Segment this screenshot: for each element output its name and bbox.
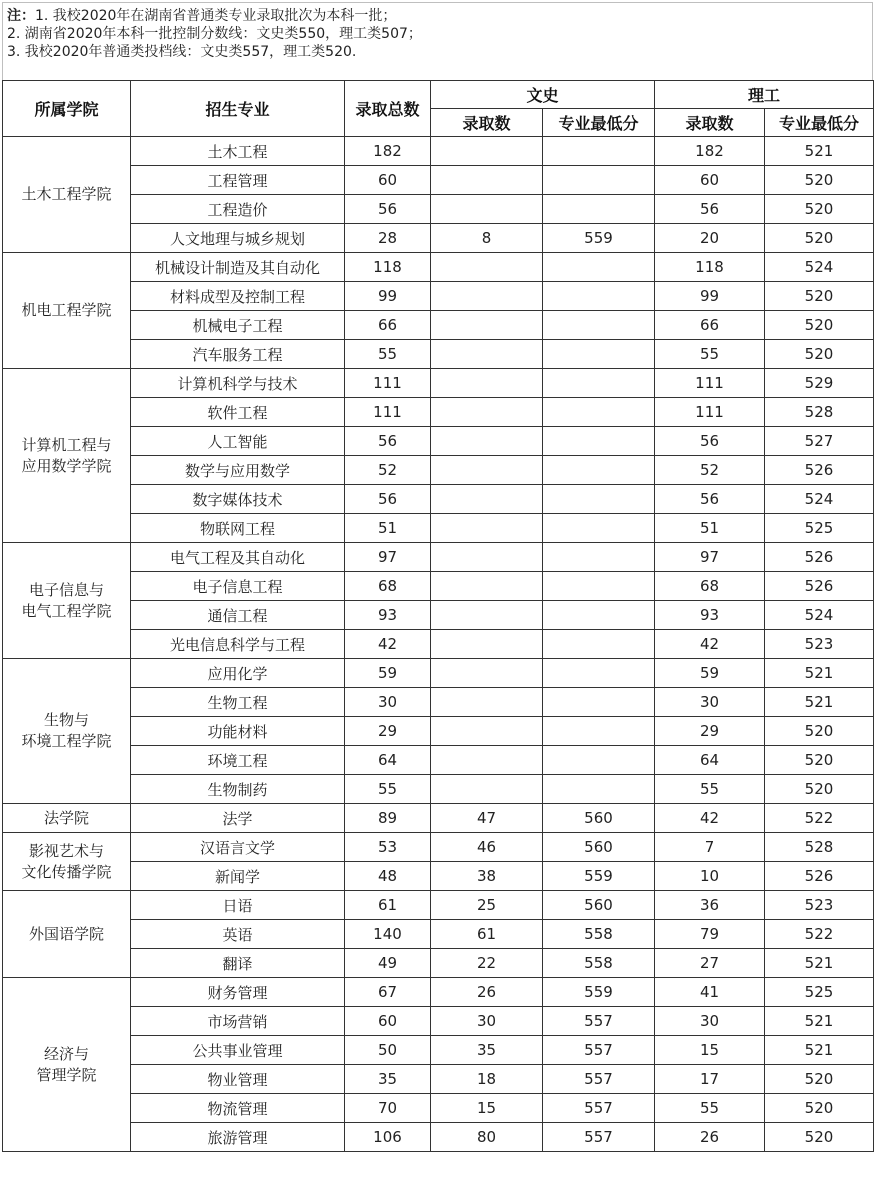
arts-count-cell: 25: [431, 891, 543, 920]
table-row: [3, 427, 874, 456]
science-count-cell: 56: [655, 427, 765, 456]
arts-min-cell: 559: [543, 978, 655, 1007]
total-cell: 55: [345, 775, 431, 804]
total-cell: 53: [345, 833, 431, 862]
total-cell: 97: [345, 543, 431, 572]
major-cell: 生物工程: [131, 688, 345, 717]
total-cell: 60: [345, 1007, 431, 1036]
science-min-cell: 521: [765, 659, 874, 688]
arts-count-cell: [431, 282, 543, 311]
arts-count-cell: [431, 514, 543, 543]
arts-count-cell: [431, 601, 543, 630]
science-count-cell: 118: [655, 253, 765, 282]
total-cell: 66: [345, 311, 431, 340]
total-cell: 89: [345, 804, 431, 833]
note-line-3: 3. 我校2020年普通类投档线：文史类557，理工类520.: [7, 44, 357, 60]
total-cell: 35: [345, 1065, 431, 1094]
total-cell: 29: [345, 717, 431, 746]
arts-min-cell: 560: [543, 891, 655, 920]
science-count-cell: 30: [655, 688, 765, 717]
college-cell: 经济与 管理学院: [3, 978, 131, 1152]
arts-min-cell: [543, 630, 655, 659]
science-min-cell: 521: [765, 949, 874, 978]
arts-count-cell: [431, 630, 543, 659]
major-cell: 应用化学: [131, 659, 345, 688]
major-cell: 机械电子工程: [131, 311, 345, 340]
college-cell: 机电工程学院: [3, 253, 131, 369]
arts-min-cell: [543, 253, 655, 282]
table-row: [3, 1065, 874, 1094]
science-count-cell: 26: [655, 1123, 765, 1152]
science-count-cell: 30: [655, 1007, 765, 1036]
science-min-cell: 520: [765, 746, 874, 775]
arts-count-cell: [431, 456, 543, 485]
science-min-cell: 524: [765, 601, 874, 630]
arts-min-cell: 558: [543, 920, 655, 949]
total-cell: 59: [345, 659, 431, 688]
table-row: [3, 166, 874, 195]
arts-min-cell: 557: [543, 1007, 655, 1036]
arts-count-cell: [431, 195, 543, 224]
arts-count-cell: 35: [431, 1036, 543, 1065]
major-cell: 功能材料: [131, 717, 345, 746]
arts-min-cell: [543, 514, 655, 543]
science-min-cell: 523: [765, 630, 874, 659]
header-science-count: 录取数: [655, 109, 765, 137]
arts-min-cell: 557: [543, 1123, 655, 1152]
science-min-cell: 521: [765, 1007, 874, 1036]
science-count-cell: 42: [655, 804, 765, 833]
science-min-cell: 528: [765, 833, 874, 862]
major-cell: 材料成型及控制工程: [131, 282, 345, 311]
arts-count-cell: 61: [431, 920, 543, 949]
major-cell: 光电信息科学与工程: [131, 630, 345, 659]
arts-count-cell: 15: [431, 1094, 543, 1123]
arts-count-cell: 26: [431, 978, 543, 1007]
table-row: [3, 862, 874, 891]
total-cell: 111: [345, 398, 431, 427]
total-cell: 70: [345, 1094, 431, 1123]
science-min-cell: 520: [765, 1123, 874, 1152]
college-cell: 外国语学院: [3, 891, 131, 978]
total-cell: 56: [345, 485, 431, 514]
science-count-cell: 68: [655, 572, 765, 601]
total-cell: 30: [345, 688, 431, 717]
science-count-cell: 20: [655, 224, 765, 253]
total-cell: 51: [345, 514, 431, 543]
arts-min-cell: [543, 601, 655, 630]
major-cell: 软件工程: [131, 398, 345, 427]
science-count-cell: 27: [655, 949, 765, 978]
total-cell: 56: [345, 195, 431, 224]
science-count-cell: 42: [655, 630, 765, 659]
total-cell: 68: [345, 572, 431, 601]
major-cell: 通信工程: [131, 601, 345, 630]
arts-count-cell: 30: [431, 1007, 543, 1036]
arts-count-cell: [431, 166, 543, 195]
major-cell: 电气工程及其自动化: [131, 543, 345, 572]
arts-count-cell: [431, 253, 543, 282]
arts-min-cell: [543, 746, 655, 775]
arts-count-cell: [431, 485, 543, 514]
major-cell: 翻译: [131, 949, 345, 978]
total-cell: 182: [345, 137, 431, 166]
arts-count-cell: 38: [431, 862, 543, 891]
arts-min-cell: [543, 775, 655, 804]
major-cell: 机械设计制造及其自动化: [131, 253, 345, 282]
science-min-cell: 528: [765, 398, 874, 427]
major-cell: 法学: [131, 804, 345, 833]
notes-box: [2, 2, 873, 80]
note-line-1: [7, 7, 872, 25]
arts-min-cell: [543, 398, 655, 427]
arts-count-cell: [431, 659, 543, 688]
major-cell: 物联网工程: [131, 514, 345, 543]
table-row: [3, 630, 874, 659]
major-cell: 电子信息工程: [131, 572, 345, 601]
table-row: [3, 688, 874, 717]
total-cell: 111: [345, 369, 431, 398]
total-cell: 52: [345, 456, 431, 485]
table-row: [3, 804, 874, 833]
science-count-cell: 93: [655, 601, 765, 630]
table-row: [3, 137, 874, 166]
table-row: [3, 253, 874, 282]
science-count-cell: 182: [655, 137, 765, 166]
arts-count-cell: [431, 746, 543, 775]
science-count-cell: 56: [655, 485, 765, 514]
table-row: [3, 282, 874, 311]
arts-count-cell: 18: [431, 1065, 543, 1094]
table-row: [3, 1036, 874, 1065]
science-count-cell: 66: [655, 311, 765, 340]
science-count-cell: 41: [655, 978, 765, 1007]
science-min-cell: 520: [765, 1094, 874, 1123]
arts-count-cell: [431, 398, 543, 427]
science-count-cell: 52: [655, 456, 765, 485]
science-min-cell: 526: [765, 572, 874, 601]
arts-count-cell: 80: [431, 1123, 543, 1152]
science-min-cell: 520: [765, 1065, 874, 1094]
arts-count-cell: [431, 369, 543, 398]
major-cell: 物业管理: [131, 1065, 345, 1094]
arts-min-cell: 560: [543, 833, 655, 862]
science-min-cell: 520: [765, 717, 874, 746]
table-row: [3, 485, 874, 514]
arts-min-cell: [543, 166, 655, 195]
table-row: [3, 920, 874, 949]
total-cell: 28: [345, 224, 431, 253]
table-row: [3, 369, 874, 398]
total-cell: 61: [345, 891, 431, 920]
science-count-cell: 51: [655, 514, 765, 543]
header-science-min: 专业最低分: [765, 109, 874, 137]
header-total: 录取总数: [345, 81, 431, 137]
science-min-cell: 520: [765, 340, 874, 369]
arts-count-cell: [431, 137, 543, 166]
science-min-cell: 524: [765, 485, 874, 514]
science-count-cell: 15: [655, 1036, 765, 1065]
major-cell: 汽车服务工程: [131, 340, 345, 369]
arts-min-cell: [543, 311, 655, 340]
total-cell: 64: [345, 746, 431, 775]
arts-count-cell: 46: [431, 833, 543, 862]
table-row: [3, 543, 874, 572]
major-cell: 新闻学: [131, 862, 345, 891]
table-row: [3, 717, 874, 746]
science-min-cell: 526: [765, 543, 874, 572]
college-cell: 计算机工程与 应用数学学院: [3, 369, 131, 543]
science-min-cell: 526: [765, 456, 874, 485]
science-min-cell: 525: [765, 978, 874, 1007]
arts-count-cell: [431, 340, 543, 369]
science-count-cell: 64: [655, 746, 765, 775]
table-row: [3, 195, 874, 224]
science-count-cell: 97: [655, 543, 765, 572]
science-count-cell: 99: [655, 282, 765, 311]
header-arts: 文史: [431, 81, 655, 109]
total-cell: 56: [345, 427, 431, 456]
major-cell: 汉语言文学: [131, 833, 345, 862]
major-cell: 环境工程: [131, 746, 345, 775]
science-count-cell: 7: [655, 833, 765, 862]
total-cell: 50: [345, 1036, 431, 1065]
total-cell: 60: [345, 166, 431, 195]
arts-min-cell: [543, 688, 655, 717]
table-row: [3, 1094, 874, 1123]
science-min-cell: 527: [765, 427, 874, 456]
science-min-cell: 523: [765, 891, 874, 920]
science-count-cell: 111: [655, 369, 765, 398]
table-row: [3, 949, 874, 978]
science-min-cell: 520: [765, 775, 874, 804]
arts-min-cell: [543, 659, 655, 688]
arts-min-cell: 559: [543, 224, 655, 253]
arts-count-cell: [431, 688, 543, 717]
science-min-cell: 521: [765, 137, 874, 166]
arts-min-cell: [543, 485, 655, 514]
science-count-cell: 55: [655, 340, 765, 369]
science-count-cell: 59: [655, 659, 765, 688]
college-cell: 土木工程学院: [3, 137, 131, 253]
major-cell: 物流管理: [131, 1094, 345, 1123]
science-count-cell: 29: [655, 717, 765, 746]
arts-count-cell: 8: [431, 224, 543, 253]
total-cell: 55: [345, 340, 431, 369]
college-cell: 影视艺术与 文化传播学院: [3, 833, 131, 891]
major-cell: 土木工程: [131, 137, 345, 166]
note-text-1: 1. 我校2020年在湖南省普通类专业录取批次为本科一批；: [35, 8, 397, 24]
major-cell: 公共事业管理: [131, 1036, 345, 1065]
major-cell: 数学与应用数学: [131, 456, 345, 485]
table-row: [3, 746, 874, 775]
table-row: [3, 514, 874, 543]
major-cell: 工程造价: [131, 195, 345, 224]
science-count-cell: 56: [655, 195, 765, 224]
college-cell: 电子信息与 电气工程学院: [3, 543, 131, 659]
table-row: [3, 659, 874, 688]
table-row: [3, 340, 874, 369]
science-count-cell: 55: [655, 775, 765, 804]
arts-count-cell: [431, 572, 543, 601]
science-min-cell: 522: [765, 920, 874, 949]
major-cell: 人文地理与城乡规划: [131, 224, 345, 253]
science-min-cell: 520: [765, 282, 874, 311]
major-cell: 日语: [131, 891, 345, 920]
total-cell: 118: [345, 253, 431, 282]
total-cell: 48: [345, 862, 431, 891]
table-body: [3, 137, 874, 1152]
science-count-cell: 111: [655, 398, 765, 427]
header-major: 招生专业: [131, 81, 345, 137]
total-cell: 140: [345, 920, 431, 949]
header-row-1: [3, 81, 874, 109]
total-cell: 93: [345, 601, 431, 630]
arts-min-cell: 559: [543, 862, 655, 891]
table-row: [3, 311, 874, 340]
major-cell: 英语: [131, 920, 345, 949]
science-min-cell: 520: [765, 224, 874, 253]
table-row: [3, 775, 874, 804]
table-row: [3, 891, 874, 920]
major-cell: 生物制药: [131, 775, 345, 804]
total-cell: 42: [345, 630, 431, 659]
total-cell: 99: [345, 282, 431, 311]
arts-min-cell: [543, 543, 655, 572]
table-row: [3, 1007, 874, 1036]
arts-min-cell: [543, 282, 655, 311]
arts-count-cell: [431, 311, 543, 340]
table-row: [3, 978, 874, 1007]
note-line-2: 2. 湖南省2020年本科一批控制分数线：文史类550，理工类507；: [7, 26, 422, 42]
arts-min-cell: [543, 195, 655, 224]
admission-table: [2, 80, 874, 1152]
science-min-cell: 524: [765, 253, 874, 282]
science-min-cell: 520: [765, 166, 874, 195]
science-min-cell: 522: [765, 804, 874, 833]
header-arts-min: 专业最低分: [543, 109, 655, 137]
major-cell: 工程管理: [131, 166, 345, 195]
table-row: [3, 833, 874, 862]
science-count-cell: 55: [655, 1094, 765, 1123]
major-cell: 人工智能: [131, 427, 345, 456]
arts-min-cell: [543, 137, 655, 166]
arts-count-cell: [431, 775, 543, 804]
science-min-cell: 520: [765, 311, 874, 340]
arts-count-cell: 22: [431, 949, 543, 978]
science-count-cell: 60: [655, 166, 765, 195]
science-min-cell: 520: [765, 195, 874, 224]
science-min-cell: 529: [765, 369, 874, 398]
major-cell: 数字媒体技术: [131, 485, 345, 514]
arts-count-cell: 47: [431, 804, 543, 833]
science-min-cell: 521: [765, 688, 874, 717]
header-science: 理工: [655, 81, 874, 109]
science-min-cell: 526: [765, 862, 874, 891]
arts-min-cell: 557: [543, 1065, 655, 1094]
total-cell: 106: [345, 1123, 431, 1152]
note-label: 注：: [7, 8, 35, 24]
arts-min-cell: 558: [543, 949, 655, 978]
major-cell: 旅游管理: [131, 1123, 345, 1152]
arts-min-cell: [543, 456, 655, 485]
arts-min-cell: 557: [543, 1036, 655, 1065]
major-cell: 计算机科学与技术: [131, 369, 345, 398]
table-row: [3, 224, 874, 253]
arts-min-cell: [543, 427, 655, 456]
arts-min-cell: [543, 340, 655, 369]
major-cell: 财务管理: [131, 978, 345, 1007]
arts-count-cell: [431, 717, 543, 746]
major-cell: 市场营销: [131, 1007, 345, 1036]
header-arts-count: 录取数: [431, 109, 543, 137]
science-count-cell: 17: [655, 1065, 765, 1094]
arts-min-cell: [543, 369, 655, 398]
science-min-cell: 521: [765, 1036, 874, 1065]
table-row: [3, 456, 874, 485]
arts-min-cell: [543, 572, 655, 601]
table-row: [3, 572, 874, 601]
college-cell: 生物与 环境工程学院: [3, 659, 131, 804]
total-cell: 67: [345, 978, 431, 1007]
header-college: 所属学院: [3, 81, 131, 137]
arts-min-cell: 557: [543, 1094, 655, 1123]
total-cell: 49: [345, 949, 431, 978]
science-count-cell: 36: [655, 891, 765, 920]
arts-count-cell: [431, 427, 543, 456]
arts-count-cell: [431, 543, 543, 572]
science-count-cell: 79: [655, 920, 765, 949]
table-row: [3, 398, 874, 427]
science-count-cell: 10: [655, 862, 765, 891]
science-min-cell: 525: [765, 514, 874, 543]
table-row: [3, 601, 874, 630]
arts-min-cell: [543, 717, 655, 746]
arts-min-cell: 560: [543, 804, 655, 833]
college-cell: 法学院: [3, 804, 131, 833]
table-row: [3, 1123, 874, 1152]
